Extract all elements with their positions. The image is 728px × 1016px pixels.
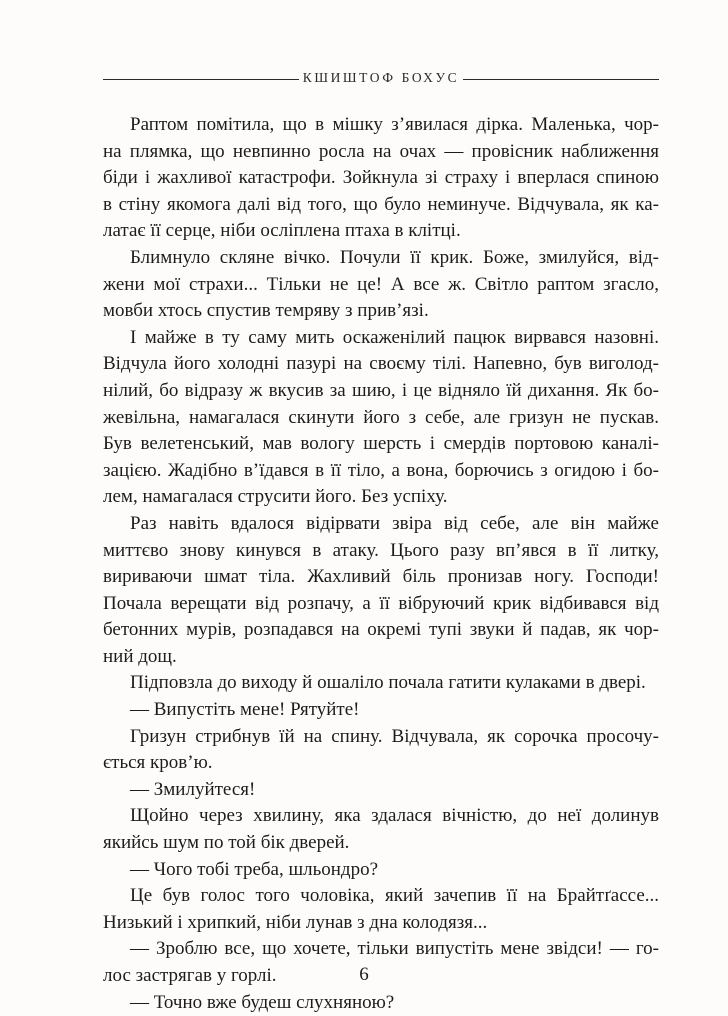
text-line: якийсь шум по той бік дверей.: [103, 832, 350, 854]
text-line: — Зроблю все, що хочете, тільки випустіть мене звідси! — го-: [130, 938, 659, 960]
text-line: лем, намагалася струсити його. Без успіху.: [103, 486, 448, 508]
running-header: [103, 68, 659, 92]
page-number: 6: [359, 964, 369, 985]
text-line: Низький і хрипкий, ніби лунав з дна колодязя...: [103, 911, 488, 933]
paragraph: [103, 697, 659, 724]
text-line: Раз навіть вдалося відірвати звіра від себе, але він майже: [130, 512, 659, 534]
text-line: ний дощ.: [103, 645, 177, 667]
text-line: — Точно вже будеш слухняною?: [130, 991, 395, 1013]
text-line: Відчула його холодні пазурі на своєму тілі. Напевно, був виголод-: [103, 353, 659, 375]
text-line: в стіну якомога далі від того, що було неминуче. Відчувала, як ка-: [103, 193, 659, 215]
text-line: на плямка, що невпинно росла на очах — провісник наближення: [103, 140, 659, 162]
text-line: Це був голос того чоловіка, який зачепив її на Брайтґассе...: [130, 885, 659, 907]
paragraph: [103, 245, 659, 325]
paragraph: [103, 777, 659, 804]
text-line: І майже в ту саму мить оскаженілий пацюк вирвався назовні.: [130, 326, 659, 348]
text-line: — Чого тобі треба, шльондро?: [130, 858, 379, 880]
text-line: — Змилуйтеся!: [130, 778, 256, 800]
text-line: Почала верещати від розпачу, а її вібруючий крик відбивався від: [103, 592, 659, 614]
text-line: мовби хтось спустив темряву з прив’язі.: [103, 300, 429, 322]
text-line: лос застрягав у горлі.: [103, 965, 277, 986]
text-line: Раптом помітила, що в мішку з’явилася дірка. Маленька, чор-: [130, 114, 659, 135]
paragraph: [103, 857, 659, 884]
text-line: вириваючи шмат тіла. Жахливий біль пронизав ногу. Господи!: [103, 566, 659, 588]
text-line: миттєво знову кинувся в атаку. Цього разу вп’явся в її литку,: [103, 539, 659, 561]
text-line: жевільна, намагалася скинути його з себе, але гризун не пускав.: [103, 406, 659, 428]
paragraph: [103, 511, 659, 671]
paragraph: [103, 990, 659, 1016]
header-rule-right: [463, 79, 659, 80]
paragraph: [103, 670, 659, 697]
paragraph: [103, 325, 659, 511]
body-text: [103, 112, 659, 1016]
text-line: Гризун стрибнув їй на спину. Відчувала, як сорочка просочу-: [130, 725, 659, 747]
text-line: зацією. Жадібно в’їдався в її тіло, а вона, борючись з огидою і бо-: [103, 459, 659, 481]
text-line: Був велетенський, мав вологу шерсть і смердів портовою каналі-: [103, 433, 659, 455]
text-line: ється кров’ю.: [103, 752, 213, 774]
text-line: — Випустіть мене! Рятуйте!: [130, 699, 360, 721]
text-line: нілий, бо відразу ж вкусив за шию, і це відняло їй дихання. Як бо-: [103, 379, 659, 401]
text-line: бетонних мурів, розпадався на окремі тупі звуки й падав, як чор-: [103, 619, 659, 641]
text-line: латає її серце, ніби осліплена птаха в клітці.: [103, 220, 461, 242]
paragraph: [103, 112, 659, 245]
paragraph: [103, 803, 659, 856]
text-line: Підповзла до виходу й ошаліло почала гатити кулаками в двері.: [130, 672, 646, 694]
text-line: Щойно через хвилину, яка здалася вічністю, до неї долинув: [130, 805, 659, 827]
paragraph: [103, 724, 659, 777]
header-rule-left: [103, 79, 299, 80]
text-line: Блимнуло скляне вічко. Почули її крик. Боже, змилуйся, від-: [130, 246, 659, 268]
running-head-author: КШИШТОФ БОХУС: [302, 70, 460, 85]
text-line: біди і жахливої катастрофи. Зойкнула зі страху і вперлася спиною: [103, 167, 659, 189]
paragraph: [103, 883, 659, 936]
text-line: жени мої страхи... Тільки не це! А все ж. Світло раптом згасло,: [103, 273, 659, 295]
